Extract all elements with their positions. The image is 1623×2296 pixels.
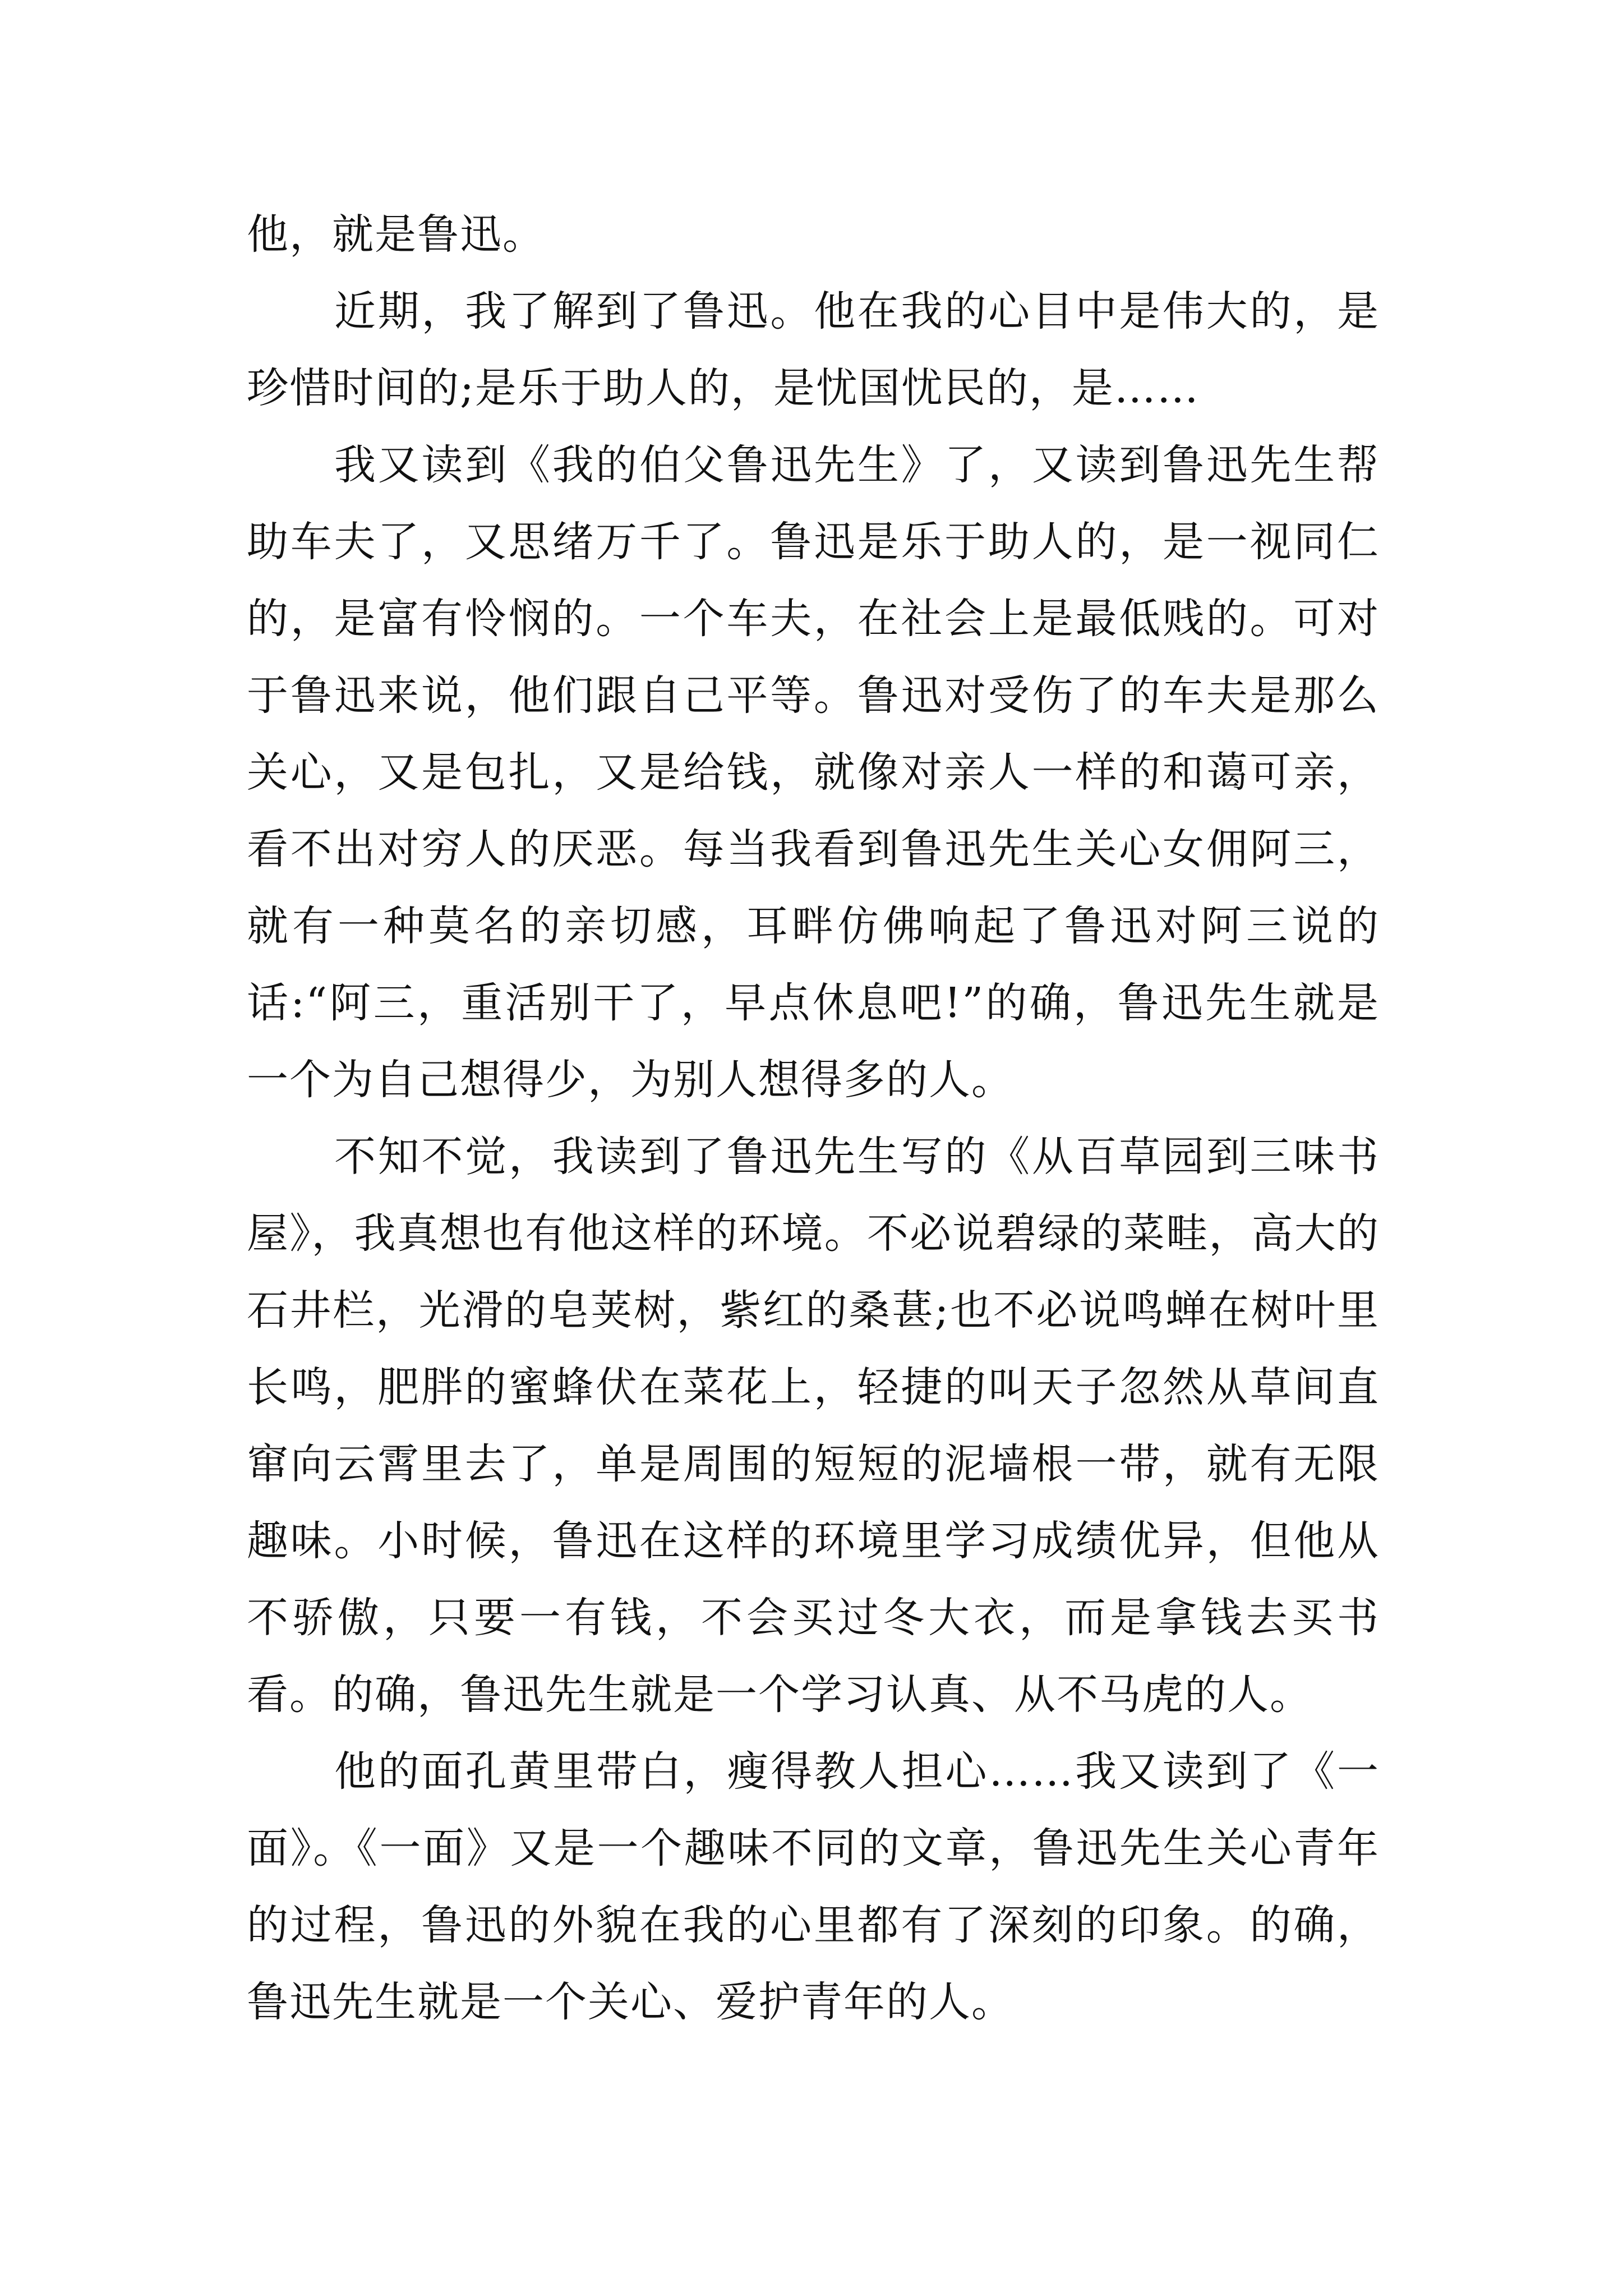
paragraph-2: 近期，我了解到了鲁迅。他在我的心目中是伟大的，是珍惜时间的;是乐于助人的，是忧国忧民的，是…… [247, 287, 1380, 412]
essay-body [247, 196, 1380, 2041]
paragraph-1: 他，就是鲁迅。 [247, 210, 545, 259]
paragraph-4: 不知不觉，我读到了鲁迅先生写的《从百草园到三味书屋》，我真想也有他这样的环境。不必说碧绿的菜畦，高大的石井栏，光滑的皂荚树，紫红的桑葚;也不必说鸣蝉在树叶里长鸣，肥胖的蜜蜂伏在菜花上，轻捷的叫天子忽然从草间直窜向云霄里去了，单是周围的短短的泥墙根一带，就有无限趣味。小时候，鲁迅在这样的环境里学习成绩优异，但他从不骄傲，只要一有钱，不会买过冬大衣，而是拿钱去买书看。的确，鲁迅先生就是一个学习认真、从不马虎的人。 [247, 1133, 1380, 1719]
paragraph-3: 我又读到《我的伯父鲁迅先生》了，又读到鲁迅先生帮助车夫了，又思绪万千了。鲁迅是乐于助人的，是一视同仁的，是富有怜悯的。一个车夫，在社会上是最低贱的。可对于鲁迅来说，他们跟自己平等。鲁迅对受伤了的车夫是那么关心，又是包扎，又是给钱，就像对亲人一样的和蔼可亲，看不出对穷人的厌恶。每当我看到鲁迅先生关心女佣阿三，就有一种莫名的亲切感，耳畔仿佛响起了鲁迅对阿三说的话:“阿三，重活别干了，早点休息吧!”的确，鲁迅先生就是一个为自己想得少，为别人想得多的人。 [247, 441, 1380, 1104]
paragraph-5: 他的面孔黄里带白，瘦得教人担心……我又读到了《一面》。《一面》又是一个趣味不同的文章，鲁迅先生关心青年的过程，鲁迅的外貌在我的心里都有了深刻的印象。的确，鲁迅先生就是一个关心、爱护青年的人。 [247, 1747, 1380, 2026]
